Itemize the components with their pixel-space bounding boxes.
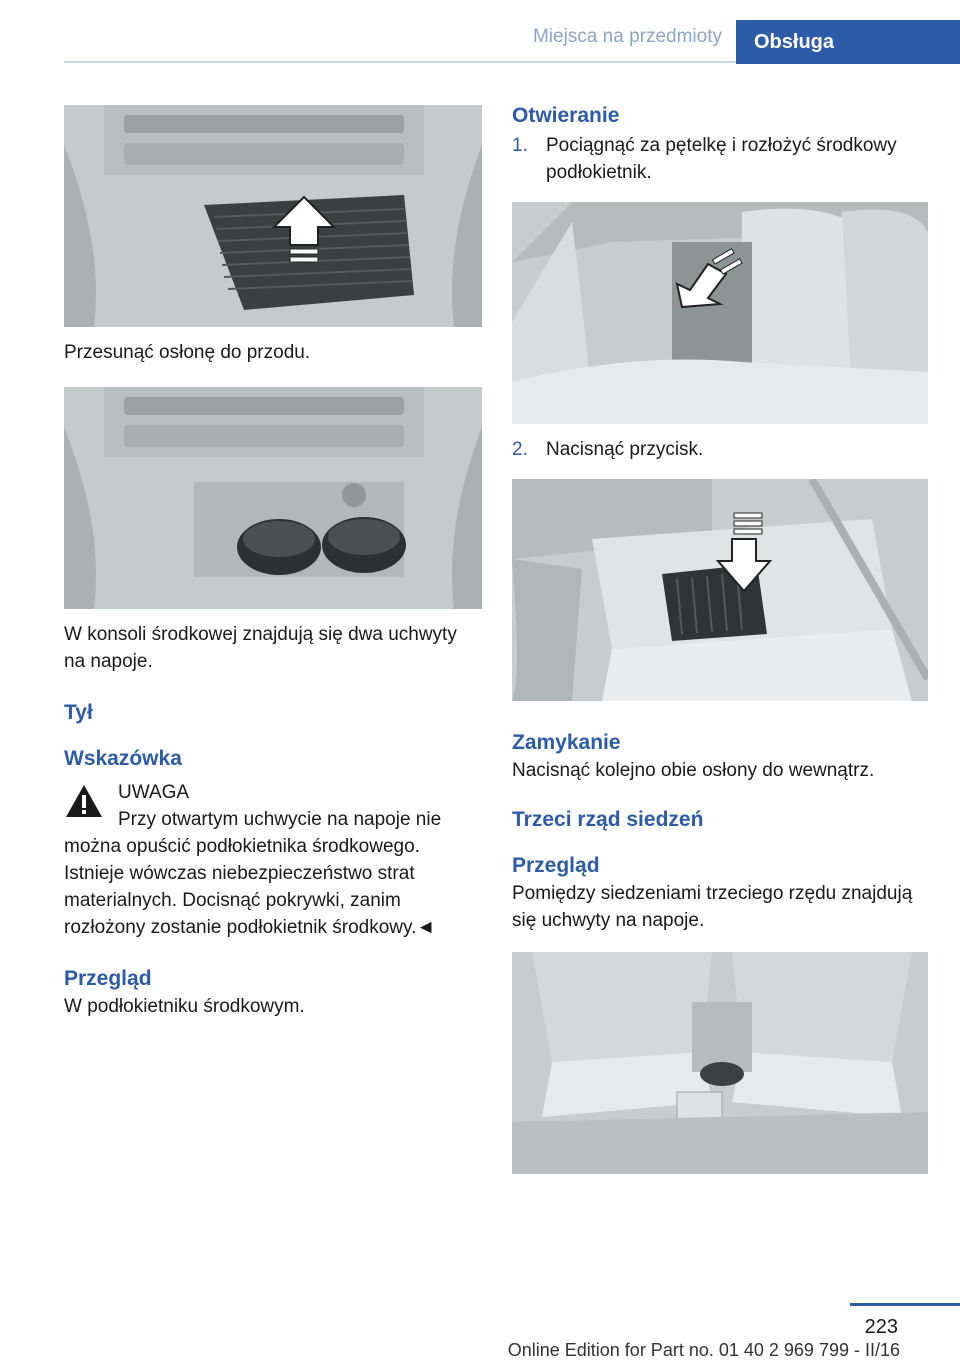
step-number: 2.	[512, 439, 528, 460]
heading-opening: Otwieranie	[512, 104, 620, 127]
heading-overview-left: Przegląd	[64, 967, 152, 990]
warning-label: UWAGA	[118, 782, 190, 803]
step-text: Nacisnąć przycisk.	[546, 439, 704, 460]
figure-third-row-cupholders	[512, 952, 928, 1174]
header-section-title: Miejsca na przedmioty	[532, 26, 722, 47]
header-chapter-tab: Obsługa	[736, 20, 960, 64]
closing-text: Nacisnąć kolejno obie osłony do wewnątrz.	[512, 760, 875, 781]
overview-text-left: W podłokietniku środkowym.	[64, 996, 305, 1017]
step-text: Pociągnąć za pętelkę i rozłożyć środkowy podłokietnik.	[546, 135, 897, 183]
figure-press-button	[512, 479, 928, 701]
figure-pull-armrest	[512, 202, 928, 424]
step-2	[512, 436, 928, 463]
right-column	[512, 104, 928, 1174]
figure-console-cover	[64, 105, 482, 327]
heading-overview-right: Przegląd	[512, 854, 600, 877]
step-number: 1.	[512, 135, 528, 156]
heading-third-row: Trzeci rząd siedzeń	[512, 808, 704, 831]
warning-block	[64, 779, 482, 941]
warning-triangle-icon	[64, 783, 104, 819]
step-1	[512, 132, 928, 186]
heading-rear: Tył	[64, 701, 93, 724]
page-number: 223	[864, 1316, 898, 1338]
caption-slide-cover: Przesunąć osłonę do przodu.	[64, 342, 311, 363]
left-column	[64, 105, 482, 1020]
caption-cupholders-front: W konsoli środkowej znajdują się dwa uchwyty na napoje.	[64, 624, 457, 672]
overview-text-right: Pomiędzy siedzeniami trzeciego rzędu znajdują się uchwyty na napoje.	[512, 883, 913, 931]
warning-text: Przy otwartym uchwycie na napoje nie można opuścić podłokietnika środkowego. Istnieje wówczas niebezpieczeństwo strat materialnych. Docisnąć pokrywki, zanim rozłożony zostanie podłokietnik środkowy.◄	[64, 809, 442, 938]
heading-closing: Zamykanie	[512, 731, 621, 754]
page-header	[0, 0, 960, 64]
heading-note: Wskazówka	[64, 747, 182, 770]
figure-cupholders-front	[64, 387, 482, 609]
footer-edition: Online Edition for Part no. 01 40 2 969 799 - II/16	[507, 1340, 900, 1360]
footer-rule	[850, 1303, 960, 1306]
